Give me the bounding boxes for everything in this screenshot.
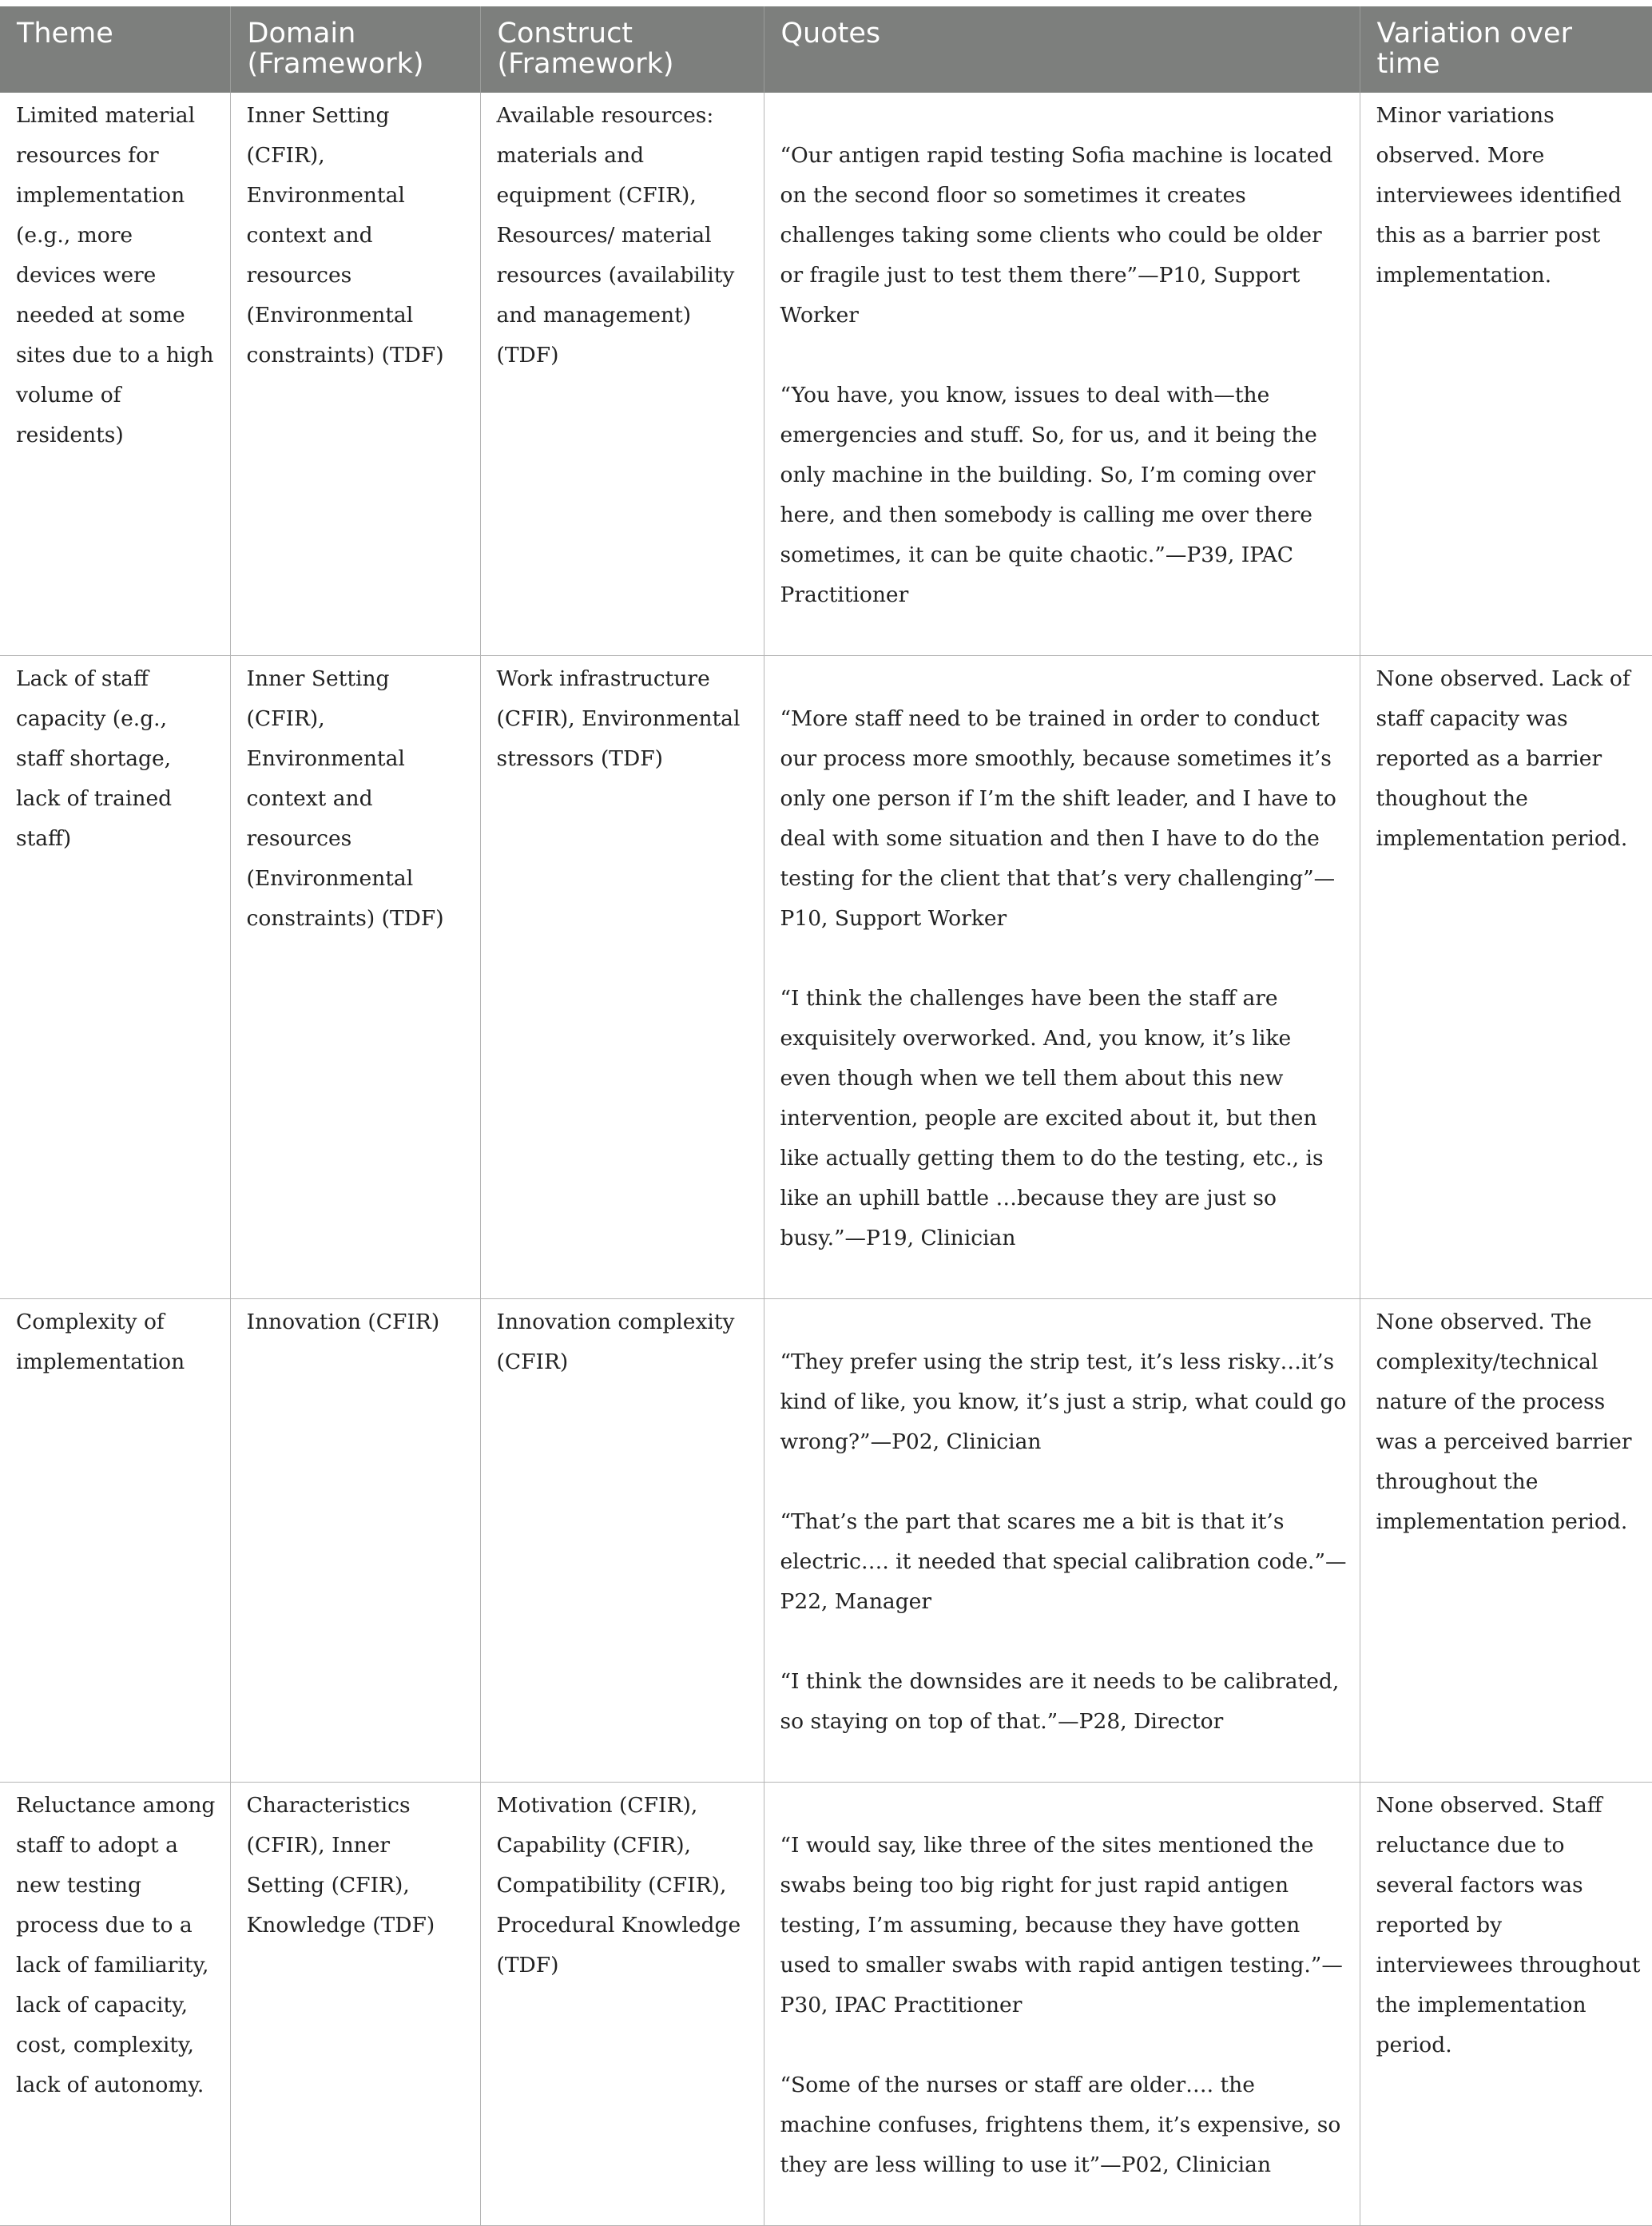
- table-row: [0, 1783, 1652, 2226]
- cell-variation: None observed. The complexity/technical nature of the process was a perceived barrier throughout the implementation period.: [1360, 1299, 1652, 1783]
- cell-domain: Inner Setting (CFIR), Environmental context and resources (Environmental constraints) (TDF): [230, 93, 480, 656]
- table-header: [0, 6, 1652, 93]
- header-variation: Variation over time: [1360, 6, 1652, 93]
- cell-theme: Complexity of implementation: [0, 1299, 230, 1783]
- cell-variation: None observed. Lack of staff capacity was reported as a barrier thoughout the implementation period.: [1360, 656, 1652, 1299]
- cell-construct: Available resources: materials and equipment (CFIR), Resources/ material resources (availability and management) (TDF): [480, 93, 764, 656]
- themes-table: [0, 6, 1652, 2226]
- cell-quotes: [764, 656, 1360, 1299]
- cell-quotes: [764, 93, 1360, 656]
- cell-variation: Minor variations observed. More interviewees identified this as a barrier post implementation.: [1360, 93, 1652, 656]
- table-row: [0, 93, 1652, 656]
- quote: “That’s the part that scares me a bit is that it’s electric…. it needed that special calibration code.”—P22, Manager: [780, 1509, 1347, 1614]
- quote: “I would say, like three of the sites mentioned the swabs being too big right for just rapid antigen testing, I’m assuming, because they have gotten used to smaller swabs with rapid antigen testing.”—P30, IPAC Practitioner: [780, 1833, 1343, 2017]
- quote: “I think the challenges have been the staff are exquisitely overworked. And, you know, it’s like even though when we tell them about this new intervention, people are excited about it, but then like actually getting them to do the testing, etc., is like an uphill battle …because they are just so busy.”—P19, Clinician: [780, 986, 1324, 1250]
- quote: “More staff need to be trained in order to conduct our process more smoothly, because sometimes it’s only one person if I’m the shift leader, and I have to deal with some situation and then I have to do the testing for the client that that’s very challenging”—P10, Support Worker: [780, 706, 1336, 931]
- cell-construct: Motivation (CFIR), Capability (CFIR), Compatibility (CFIR), Procedural Knowledge (TDF): [480, 1783, 764, 2226]
- header-construct: Construct (Framework): [480, 6, 764, 93]
- table-row: [0, 656, 1652, 1299]
- cell-construct: Work infrastructure (CFIR), Environmental stressors (TDF): [480, 656, 764, 1299]
- cell-domain: Innovation (CFIR): [230, 1299, 480, 1783]
- table-row: [0, 1299, 1652, 1783]
- quote: “You have, you know, issues to deal with—the emergencies and stuff. So, for us, and it being the only machine in the building. So, I’m coming over here, and then somebody is calling me over there sometimes, it can be quite chaotic.”—P39, IPAC Practitioner: [780, 383, 1317, 607]
- header-domain: Domain (Framework): [230, 6, 480, 93]
- cell-domain: Characteristics (CFIR), Inner Setting (CFIR), Knowledge (TDF): [230, 1783, 480, 2226]
- cell-domain: Inner Setting (CFIR), Environmental context and resources (Environmental constraints) (TDF): [230, 656, 480, 1299]
- quote: “Some of the nurses or staff are older…. the machine confuses, frightens them, it’s expensive, so they are less willing to use it”—P02, Clinician: [780, 2073, 1341, 2177]
- header-row: [0, 6, 1652, 93]
- cell-theme: Lack of staff capacity (e.g., staff shortage, lack of trained staff): [0, 656, 230, 1299]
- header-theme: Theme: [17, 18, 113, 50]
- cell-theme: Limited material resources for implementation (e.g., more devices were needed at some sites due to a high volume of residents): [0, 93, 230, 656]
- quote: “Our antigen rapid testing Sofia machine is located on the second floor so sometimes it creates challenges taking some clients who could be older or fragile just to test them there”—P10, Support Worker: [780, 143, 1333, 328]
- table-body: [0, 93, 1652, 2226]
- quote: “They prefer using the strip test, it’s less risky…it’s kind of like, you know, it’s just a strip, what could go wrong?”—P02, Clinician: [780, 1350, 1347, 1454]
- cell-quotes: [764, 1783, 1360, 2226]
- cell-variation: None observed. Staff reluctance due to several factors was reported by interviewees throughout the implementation period.: [1360, 1783, 1652, 2226]
- cell-quotes: [764, 1299, 1360, 1783]
- cell-construct: Innovation complexity (CFIR): [480, 1299, 764, 1783]
- themes-table-container: [0, 6, 1652, 2226]
- header-quotes: Quotes: [764, 6, 1360, 93]
- quote: “I think the downsides are it needs to be calibrated, so staying on top of that.”—P28, Director: [780, 1669, 1340, 1734]
- cell-theme: Reluctance among staff to adopt a new testing process due to a lack of familiarity, lack of capacity, cost, complexity, lack of autonomy.: [0, 1783, 230, 2226]
